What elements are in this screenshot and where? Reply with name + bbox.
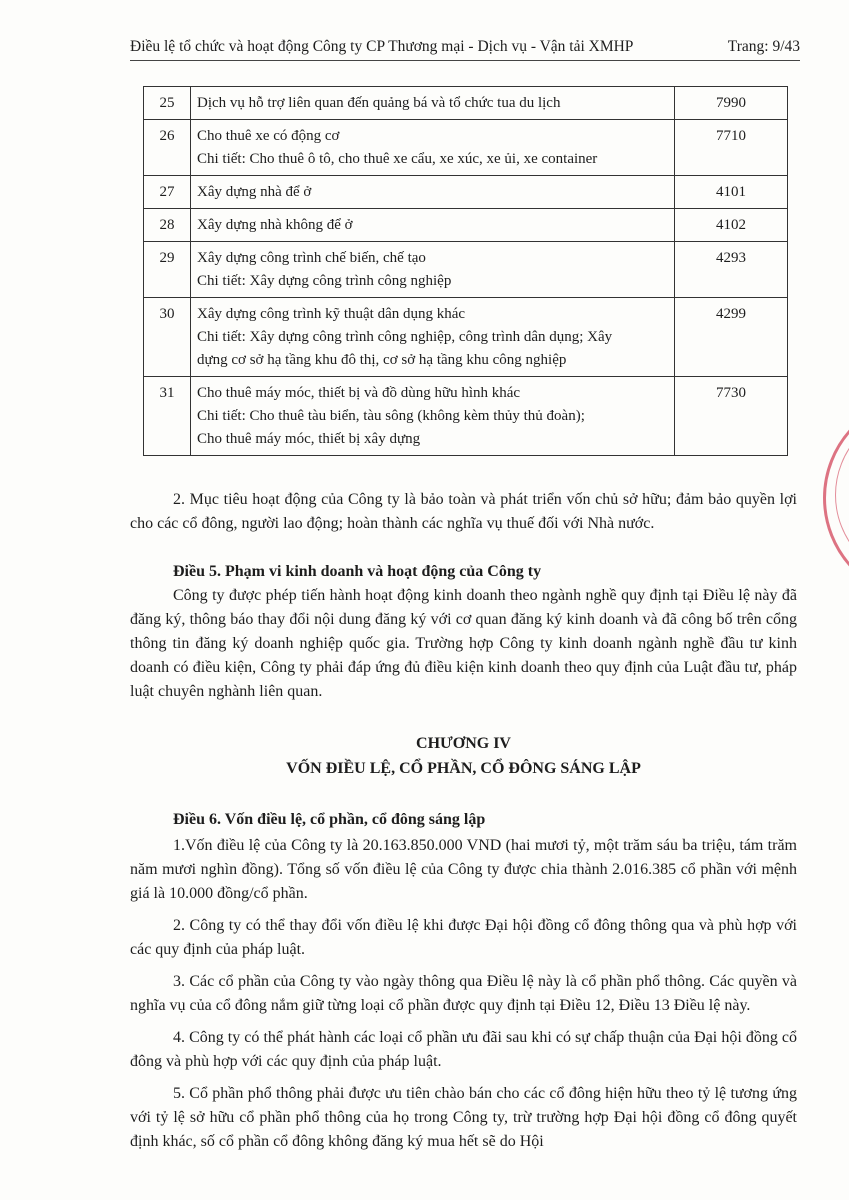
article-6-title: Điều 6. Vốn điều lệ, cổ phần, cổ đông sáng lập xyxy=(173,811,486,828)
table-row xyxy=(144,298,788,377)
description-line: Chi tiết: Cho thuê tàu biển, tàu sông (không kèm thủy thủ đoàn); xyxy=(197,408,585,424)
description-line: Cho thuê xe có động cơ xyxy=(197,128,340,144)
description-line: Chi tiết: Xây dựng công trình công nghiệp, công trình dân dụng; Xây xyxy=(197,329,613,345)
row-description xyxy=(191,120,675,176)
description-line: Cho thuê máy móc, thiết bị xây dựng xyxy=(197,431,421,447)
row-number: 31 xyxy=(144,377,191,456)
industry-code: 7990 xyxy=(675,87,788,120)
goal-section xyxy=(130,488,797,536)
industry-code: 4293 xyxy=(675,242,788,298)
article-6-paragraph: 4. Công ty có thể phát hành các loại cổ phần ưu đãi sau khi có sự chấp thuận của Đại hội đồng cổ đông và phù hợp với các quy định của pháp luật. xyxy=(130,1029,797,1070)
document-title: Điều lệ tổ chức và hoạt động Công ty CP Thương mại - Dịch vụ - Vận tải XMHP xyxy=(130,38,634,55)
article-5-title: Điều 5. Phạm vi kinh doanh và hoạt động của Công ty xyxy=(173,563,542,580)
table-row xyxy=(144,377,788,456)
industry-code: 7710 xyxy=(675,120,788,176)
description-line: Xây dựng nhà để ở xyxy=(197,184,312,200)
row-description xyxy=(191,176,675,209)
article-6-paragraph: 5. Cổ phần phổ thông phải được ưu tiên chào bán cho các cổ đông hiện hữu theo tỷ lệ tương ứng với tỷ lệ sở hữu cổ phần phổ thông của họ trong Công ty, trừ trường hợp Đại hội đồng cổ đông quyết định khác, số cổ phần cổ đông không đăng ký mua hết sẽ do Hội xyxy=(130,1085,797,1150)
table-body xyxy=(144,87,788,456)
row-number: 25 xyxy=(144,87,191,120)
description-line: Xây dựng công trình chế biến, chế tạo xyxy=(197,250,426,266)
goal-paragraph: 2. Mục tiêu hoạt động của Công ty là bảo toàn và phát triển vốn chủ sở hữu; đảm bảo quyền lợi cho các cổ đông, người lao động; hoàn thành các nghĩa vụ thuế đối với Nhà nước. xyxy=(130,491,797,532)
row-number: 26 xyxy=(144,120,191,176)
description-line: Xây dựng nhà không để ở xyxy=(197,217,353,233)
article-6-paragraph: 3. Các cổ phần của Công ty vào ngày thông qua Điều lệ này là cổ phần phổ thông. Các quyền và nghĩa vụ của cổ đông nắm giữ từng loại cổ phần được quy định tại Điều 12, Điều 13 Điều lệ này. xyxy=(130,973,797,1014)
article-6-paragraph: 1.Vốn điều lệ của Công ty là 20.163.850.000 VND (hai mươi tỷ, một trăm sáu ba triệu, tám trăm năm mươi nghìn đồng). Tổng số vốn điều lệ của Công ty được chia thành 2.016.385 cổ phần với mệnh giá là 10.000 đồng/cổ phần. xyxy=(130,837,797,902)
page-number: Trang: 9/43 xyxy=(727,38,800,55)
industry-code: 4299 xyxy=(675,298,788,377)
business-lines-table xyxy=(143,86,788,456)
article-5-section xyxy=(130,560,797,704)
description-line: Dịch vụ hỗ trợ liên quan đến quảng bá và tổ chức tua du lịch xyxy=(197,95,561,111)
row-description xyxy=(191,209,675,242)
row-description xyxy=(191,298,675,377)
industry-code: 7730 xyxy=(675,377,788,456)
description-line: Cho thuê máy móc, thiết bị và đồ dùng hữu hình khác xyxy=(197,385,521,401)
description-line: Chi tiết: Cho thuê ô tô, cho thuê xe cẩu, xe xúc, xe ủi, xe container xyxy=(197,151,598,167)
page-header xyxy=(130,38,800,61)
chapter-title: VỐN ĐIỀU LỆ, CỔ PHẦN, CỔ ĐÔNG SÁNG LẬP xyxy=(286,760,641,777)
row-description xyxy=(191,87,675,120)
article-6-paragraph: 2. Công ty có thể thay đổi vốn điều lệ khi được Đại hội đồng cổ đông thông qua và phù hợp với các quy định của pháp luật. xyxy=(130,917,797,958)
row-number: 29 xyxy=(144,242,191,298)
industry-code: 4101 xyxy=(675,176,788,209)
row-number: 27 xyxy=(144,176,191,209)
article-5-body: Công ty được phép tiến hành hoạt động kinh doanh theo ngành nghề quy định tại Điều lệ này đã đăng ký, thông báo thay đổi nội dung đăng ký với cơ quan đăng ký kinh doanh và đã công bố trên cổng thông tin đăng ký doanh nghiệp quốc gia. Trường hợp Công ty kinh doanh ngành nghề đầu tư kinh doanh có điều kiện, Công ty phải đáp ứng đủ điều kiện kinh doanh theo quy định của Luật đầu tư, pháp luật chuyên nghành liên quan. xyxy=(130,587,797,700)
table-row xyxy=(144,242,788,298)
chapter-heading xyxy=(130,731,797,781)
row-description xyxy=(191,377,675,456)
description-line: Xây dựng công trình kỹ thuật dân dụng khác xyxy=(197,306,466,322)
row-number: 28 xyxy=(144,209,191,242)
table-row xyxy=(144,176,788,209)
industry-code: 4102 xyxy=(675,209,788,242)
table-row xyxy=(144,87,788,120)
table-row xyxy=(144,209,788,242)
company-seal-stamp xyxy=(817,395,849,605)
article-6-section xyxy=(130,808,797,1154)
row-description xyxy=(191,242,675,298)
chapter-number: CHƯƠNG IV xyxy=(416,735,511,752)
description-line: Chi tiết: Xây dựng công trình công nghiệp xyxy=(197,273,452,289)
description-line: dựng cơ sở hạ tầng khu đô thị, cơ sở hạ tầng khu công nghiệp xyxy=(197,352,567,368)
row-number: 30 xyxy=(144,298,191,377)
table-row xyxy=(144,120,788,176)
